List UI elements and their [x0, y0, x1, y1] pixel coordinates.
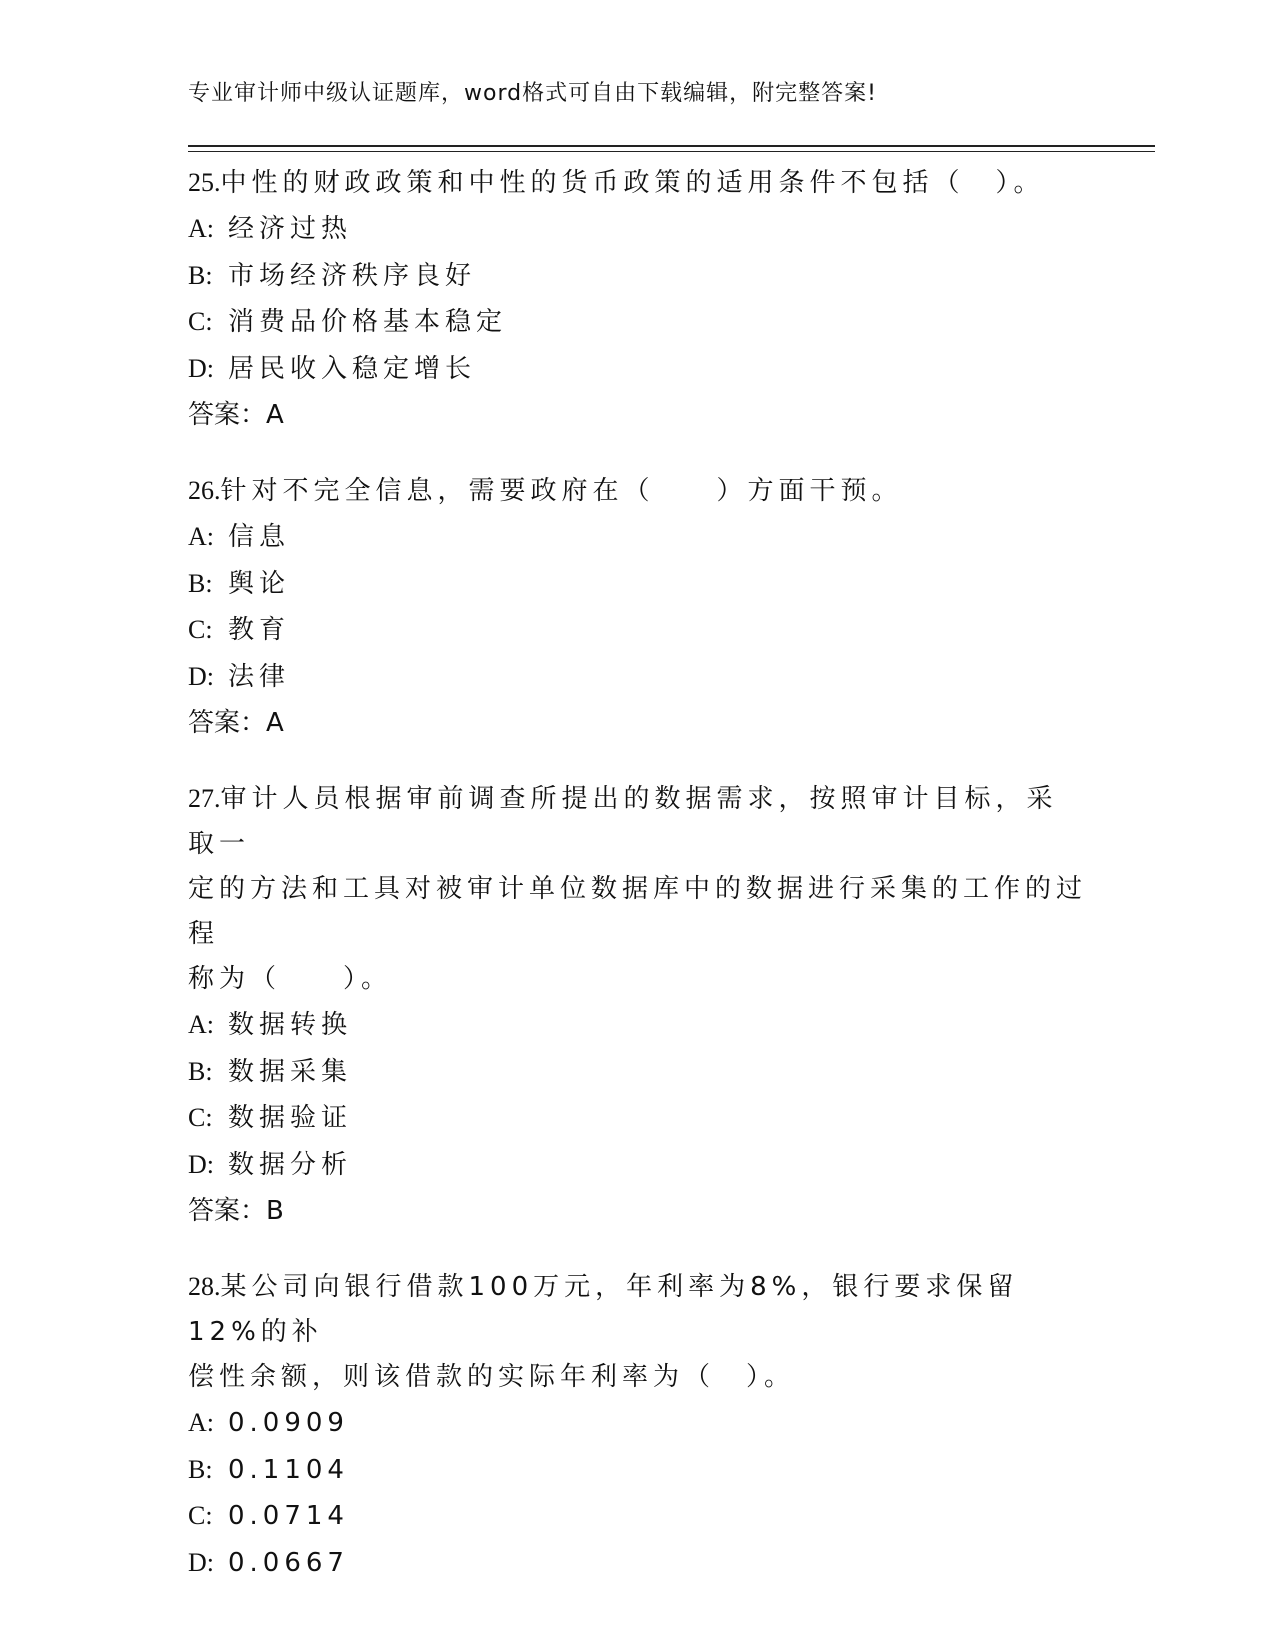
question-text: [188, 160, 1088, 206]
option-letter: A:: [188, 522, 214, 551]
option-d: [188, 1540, 1088, 1587]
question-28: [188, 1264, 1088, 1586]
option-a: [188, 1002, 1088, 1049]
option-letter: C:: [188, 615, 213, 644]
page-header: 专业审计师中级认证题库，word格式可自由下载编辑，附完整答案!: [188, 81, 877, 106]
answer-line: 答案：A: [188, 400, 284, 430]
option-letter: B:: [188, 1056, 213, 1086]
option-a: [188, 206, 1088, 253]
option-text: 0.1104: [228, 1454, 349, 1485]
option-letter: D:: [188, 1547, 214, 1577]
option-letter: A:: [188, 1408, 214, 1437]
option-text: 0.0714: [228, 1501, 349, 1531]
option-b: [188, 1049, 1088, 1096]
question-text-continued: 定的方法和工具对被审计单位数据库中的数据进行采集的工作的过程: [188, 874, 1088, 949]
option-letter: B:: [188, 1454, 213, 1484]
option-text: 0.0909: [228, 1408, 349, 1438]
option-text: 数据转换: [228, 1010, 353, 1040]
question-number: 27.: [188, 784, 221, 813]
question-number: 26.: [188, 476, 221, 505]
question-line: 针对不完全信息，需要政府在（ ）方面干预。: [220, 476, 903, 506]
option-c: [188, 299, 1088, 346]
option-d: [188, 1142, 1088, 1189]
option-text: 消费品价格基本稳定: [228, 307, 508, 337]
option-letter: B:: [188, 260, 213, 290]
option-c: [188, 1095, 1088, 1142]
option-letter: C:: [188, 307, 213, 336]
question-25: [188, 160, 1088, 438]
question-number: 28.: [188, 1272, 221, 1301]
option-d: [188, 346, 1088, 393]
option-b: [188, 1447, 1088, 1494]
option-text: 舆论: [228, 568, 291, 599]
option-text: 法律: [228, 661, 291, 692]
question-list: [188, 160, 1088, 1616]
option-b: [188, 561, 1088, 608]
question-text: [188, 468, 1088, 514]
question-26: [188, 468, 1088, 746]
option-text: 信息: [228, 522, 291, 552]
option-letter: D:: [188, 1149, 214, 1179]
option-b: [188, 253, 1088, 300]
option-c: [188, 607, 1088, 654]
question-text-continued: 偿性余额，则该借款的实际年利率为（ ）。: [188, 1362, 796, 1392]
option-letter: B:: [188, 568, 213, 598]
option-text: 数据分析: [228, 1149, 353, 1180]
option-letter: C:: [188, 1103, 213, 1132]
question-text-continued: 称为（ ）。: [188, 964, 393, 994]
option-a: [188, 514, 1088, 561]
question-number: 25.: [188, 168, 221, 197]
option-text: 市场经济秩序良好: [228, 260, 477, 291]
answer-line: 答案：A: [188, 708, 284, 738]
question-line: 审计人员根据审前调查所提出的数据需求，按照审计目标，采取一: [188, 784, 1058, 859]
option-text: 数据采集: [228, 1056, 353, 1087]
option-text: 教育: [228, 615, 291, 645]
answer-line: 答案：B: [188, 1196, 284, 1226]
question-line: 中性的财政政策和中性的货币政策的适用条件不包括（ ）。: [220, 168, 1045, 198]
header-rule-thin: [188, 151, 1155, 152]
option-letter: D:: [188, 661, 214, 691]
option-text: 居民收入稳定增长: [228, 353, 477, 384]
option-c: [188, 1493, 1088, 1540]
question-line: 某公司向银行借款100万元，年利率为8%，银行要求保留12%的补: [188, 1272, 1019, 1347]
option-letter: D:: [188, 353, 214, 383]
option-letter: A:: [188, 1010, 214, 1039]
option-text: 经济过热: [228, 214, 353, 244]
option-d: [188, 654, 1088, 701]
question-text: [188, 776, 1088, 867]
option-text: 数据验证: [228, 1103, 353, 1133]
option-letter: A:: [188, 214, 214, 243]
option-text: 0.0667: [228, 1547, 349, 1578]
option-a: [188, 1400, 1088, 1447]
question-text: [188, 1264, 1088, 1355]
question-27: [188, 776, 1088, 1234]
header-rule-thick: [188, 145, 1155, 147]
option-letter: C:: [188, 1501, 213, 1530]
